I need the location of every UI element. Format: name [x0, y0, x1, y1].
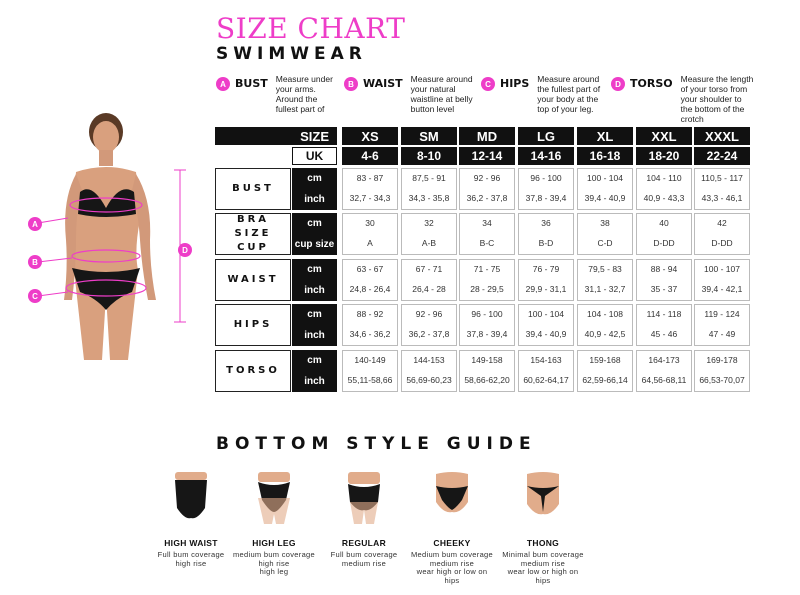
value-cell [459, 168, 515, 210]
unit-label: cm [292, 168, 337, 189]
size-header-lg: LG [518, 127, 574, 145]
legend-badge: A [216, 77, 230, 91]
legend-description-line: Around the [275, 94, 318, 104]
value-secondary: 37,8 - 39,4 [466, 329, 508, 339]
uk-header-label: UK [292, 147, 337, 165]
legend-item-waist [344, 74, 473, 114]
value-cell [401, 168, 457, 210]
value-primary: 100 - 104 [528, 309, 564, 319]
uk-size-6: 22-24 [694, 147, 750, 165]
model-illustration [28, 110, 198, 370]
style-description [402, 551, 502, 585]
row-label-line: BUST [232, 183, 274, 194]
legend-description-line: Measure the length [680, 74, 754, 84]
row-label-line: HIPS [233, 319, 273, 330]
value-primary: 63 - 67 [356, 264, 384, 274]
value-secondary: 36,2 - 37,8 [466, 193, 508, 203]
unit-label: inch [292, 325, 337, 346]
value-cell [694, 350, 750, 392]
legend-description-line: the bottom of the [680, 104, 745, 114]
style-description-line: hips [535, 575, 551, 585]
legend-description-line: crotch [680, 114, 704, 124]
torso-marker-badge: D [178, 243, 192, 257]
style-item-regular [314, 468, 414, 568]
style-description-line: high leg [259, 567, 289, 576]
value-cell [518, 350, 574, 392]
style-item-high-leg [224, 468, 324, 577]
legend-description-line: Measure under [275, 74, 333, 84]
value-secondary: 26,4 - 28 [412, 284, 446, 294]
row-label-hips [215, 304, 291, 346]
unit-label: cup size [292, 234, 337, 255]
legend-item-torso [611, 74, 753, 124]
value-cell [401, 350, 457, 392]
value-cell [342, 350, 398, 392]
value-secondary: 64,56-68,11 [641, 375, 687, 385]
value-primary: 96 - 100 [530, 173, 562, 183]
value-secondary: C-D [597, 238, 613, 248]
value-primary: 40 [659, 218, 669, 228]
style-description-line: medium bum coverage [233, 550, 315, 559]
value-cell [694, 304, 750, 346]
value-cell [694, 168, 750, 210]
style-description-line: hips [444, 575, 460, 585]
value-secondary: 55,11-58,66 [347, 375, 393, 385]
value-secondary: 47 - 49 [708, 329, 736, 339]
value-primary: 34 [482, 218, 492, 228]
legend-item-bust [216, 74, 333, 114]
legend-description-line: button level [410, 104, 455, 114]
row-label-torso [215, 350, 291, 392]
value-cell [342, 168, 398, 210]
style-description-line: Full bum coverage [157, 550, 225, 559]
value-primary: 38 [600, 218, 610, 228]
value-primary: 149-158 [471, 355, 503, 365]
value-cell [401, 259, 457, 301]
value-primary: 100 - 104 [587, 173, 623, 183]
unit-label: cm [292, 259, 337, 280]
style-name: REGULAR [341, 538, 387, 548]
legend-description [411, 74, 473, 114]
style-description-line: wear high or low on [416, 567, 488, 576]
value-secondary: B-C [479, 238, 495, 248]
value-secondary: A-B [421, 238, 437, 248]
value-secondary: 34,6 - 36,2 [349, 329, 391, 339]
style-description-line: high rise [258, 558, 290, 568]
value-cell [636, 350, 692, 392]
value-cell [518, 259, 574, 301]
value-primary: 87,5 - 91 [412, 173, 446, 183]
value-cell [459, 350, 515, 392]
value-primary: 104 - 108 [587, 309, 623, 319]
value-cell [342, 213, 398, 255]
value-primary: 71 - 75 [473, 264, 501, 274]
uk-size-4: 16-18 [577, 147, 633, 165]
value-cell [577, 259, 633, 301]
value-secondary: 43,3 - 46,1 [701, 193, 743, 203]
value-primary: 88 - 92 [356, 309, 384, 319]
value-primary: 79,5 - 83 [588, 264, 622, 274]
high-leg-bottom-image [252, 468, 296, 526]
style-item-cheeky [402, 468, 502, 585]
value-cell [577, 350, 633, 392]
unit-label: cm [292, 304, 337, 325]
legend-description [276, 74, 333, 114]
value-primary: 67 - 71 [415, 264, 443, 274]
hips-marker-badge: C [28, 289, 42, 303]
value-primary: 110,5 - 117 [701, 173, 743, 183]
value-cell [342, 304, 398, 346]
bottom-style-guide-title: BOTTOM STYLE GUIDE [216, 434, 537, 454]
row-label-line: BRA SIZE [234, 214, 272, 239]
legend-description [681, 74, 754, 124]
value-primary: 100 - 107 [704, 264, 740, 274]
regular-bottom-image [342, 468, 386, 526]
value-cell [694, 259, 750, 301]
value-secondary: 56,69-60,23 [406, 375, 452, 385]
value-primary: 96 - 100 [471, 309, 503, 319]
page-title: SIZE CHART [216, 12, 406, 45]
value-primary: 92 - 96 [415, 309, 443, 319]
value-cell [459, 213, 515, 255]
legend-name: BUST [235, 77, 268, 90]
row-label-bra-size-cup [215, 213, 291, 255]
legend-description-line: your shoulder to [680, 94, 742, 104]
style-description-line: Full bum coverage [330, 550, 398, 559]
legend-name: TORSO [630, 77, 673, 90]
high-waist-bottom-image [169, 468, 213, 526]
value-cell [459, 304, 515, 346]
size-header-md: MD [459, 127, 515, 145]
value-secondary: 37,8 - 39,4 [525, 193, 567, 203]
style-name: THONG [526, 538, 560, 548]
value-secondary: 39,4 - 42,1 [701, 284, 743, 294]
size-header-xxxl: XXXL [694, 127, 750, 145]
style-name: CHEEKY [433, 538, 471, 548]
value-primary: 92 - 96 [473, 173, 501, 183]
value-cell [636, 304, 692, 346]
value-cell [459, 259, 515, 301]
value-cell [636, 259, 692, 301]
legend-badge: D [611, 77, 625, 91]
value-primary: 154-163 [530, 355, 562, 365]
style-name: HIGH LEG [252, 538, 296, 548]
page-subtitle: SWIMWEAR [216, 44, 367, 64]
value-secondary: 31,1 - 32,7 [584, 284, 626, 294]
uk-size-0: 4-6 [342, 147, 398, 165]
style-description [314, 551, 414, 568]
value-secondary: 40,9 - 43,3 [643, 193, 685, 203]
value-secondary: 40,9 - 42,5 [584, 329, 626, 339]
size-header-label: SIZE [215, 127, 337, 145]
legend-badge: B [344, 77, 358, 91]
uk-size-1: 8-10 [401, 147, 457, 165]
row-label-bust [215, 168, 291, 210]
value-primary: 36 [541, 218, 551, 228]
value-secondary: 39,4 - 40,9 [584, 193, 626, 203]
value-cell [694, 213, 750, 255]
value-primary: 140-149 [354, 355, 386, 365]
thong-bottom-image [521, 468, 565, 526]
value-cell [577, 213, 633, 255]
style-description-line: medium rise [520, 558, 566, 568]
value-secondary: 60,62-64,17 [523, 375, 569, 385]
style-item-thong [493, 468, 593, 585]
value-cell [577, 168, 633, 210]
value-primary: 30 [365, 218, 375, 228]
value-cell [636, 213, 692, 255]
bust-marker-badge: A [28, 217, 42, 231]
value-secondary: A [367, 238, 373, 248]
style-description-line: medium rise [341, 558, 387, 568]
size-header-xxl: XXL [636, 127, 692, 145]
value-primary: 144-153 [413, 355, 445, 365]
unit-label: cm [292, 350, 337, 371]
unit-label: cm [292, 213, 337, 234]
value-primary: 32 [424, 218, 434, 228]
value-primary: 83 - 87 [356, 173, 384, 183]
value-secondary: 28 - 29,5 [470, 284, 504, 294]
value-secondary: 32,7 - 34,3 [349, 193, 391, 203]
legend-name: HIPS [500, 77, 530, 90]
cheeky-bottom-image [430, 468, 474, 526]
value-cell [342, 259, 398, 301]
uk-size-2: 12-14 [459, 147, 515, 165]
legend-description-line: your natural [410, 84, 456, 94]
model-figure [28, 110, 198, 370]
unit-label: inch [292, 189, 337, 210]
value-secondary: D-DD [653, 238, 675, 248]
legend-description-line: your body at the [537, 94, 599, 104]
unit-label: inch [292, 280, 337, 301]
legend-description-line: of your torso from [680, 84, 748, 94]
value-primary: 169-178 [706, 355, 738, 365]
uk-size-3: 14-16 [518, 147, 574, 165]
legend-name: WAIST [363, 77, 403, 90]
value-secondary: 58,66-62,20 [464, 375, 510, 385]
style-description-line: medium rise [429, 558, 475, 568]
row-label-line: TORSO [226, 365, 280, 376]
value-secondary: 35 - 37 [650, 284, 678, 294]
legend-description-line: waistline at belly [410, 94, 473, 104]
value-primary: 42 [717, 218, 727, 228]
uk-size-5: 18-20 [636, 147, 692, 165]
legend-description [537, 74, 600, 114]
style-name: HIGH WAIST [164, 538, 218, 548]
value-primary: 88 - 94 [650, 264, 678, 274]
row-label-line: CUP [237, 242, 269, 253]
value-secondary: B-D [538, 238, 554, 248]
row-label-waist [215, 259, 291, 301]
value-secondary: D-DD [711, 238, 733, 248]
value-cell [401, 304, 457, 346]
value-cell [518, 304, 574, 346]
style-description-line: Medium bum coverage [411, 550, 493, 559]
style-description-line: high rise [175, 558, 207, 568]
value-primary: 114 - 118 [646, 309, 682, 319]
value-cell [518, 168, 574, 210]
style-description-line: wear low or high on [507, 567, 579, 576]
size-header-xs: XS [342, 127, 398, 145]
value-cell [401, 213, 457, 255]
legend-description-line: Measure around [410, 74, 473, 84]
value-primary: 119 - 124 [704, 309, 740, 319]
value-secondary: 34,3 - 35,8 [408, 193, 450, 203]
value-secondary: 66,53-70,07 [699, 375, 745, 385]
value-cell [518, 213, 574, 255]
value-primary: 164-173 [648, 355, 680, 365]
legend-description-line: top of your leg. [537, 104, 594, 114]
value-secondary: 36,2 - 37,8 [408, 329, 450, 339]
legend-description-line: the fullest part of [537, 84, 601, 94]
value-primary: 159-168 [589, 355, 621, 365]
value-secondary: 62,59-66,14 [582, 375, 628, 385]
value-secondary: 45 - 46 [650, 329, 678, 339]
value-secondary: 39,4 - 40,9 [525, 329, 567, 339]
row-label-line: WAIST [227, 274, 279, 285]
value-secondary: 29,9 - 31,1 [525, 284, 567, 294]
waist-marker-badge: B [28, 255, 42, 269]
legend-description-line: your arms. [275, 84, 316, 94]
legend-description-line: fullest part of [275, 104, 325, 114]
value-cell [577, 304, 633, 346]
legend-badge: C [481, 77, 495, 91]
style-description [493, 551, 593, 585]
style-description-line: Minimal bum coverage [502, 550, 584, 559]
value-primary: 104 - 110 [646, 173, 682, 183]
style-description [224, 551, 324, 577]
unit-label: inch [292, 371, 337, 392]
legend-item-hips [481, 74, 600, 114]
value-primary: 76 - 79 [532, 264, 560, 274]
size-header-sm: SM [401, 127, 457, 145]
value-secondary: 24,8 - 26,4 [349, 284, 391, 294]
value-cell [636, 168, 692, 210]
legend-description-line: Measure around [537, 74, 600, 84]
size-header-xl: XL [577, 127, 633, 145]
